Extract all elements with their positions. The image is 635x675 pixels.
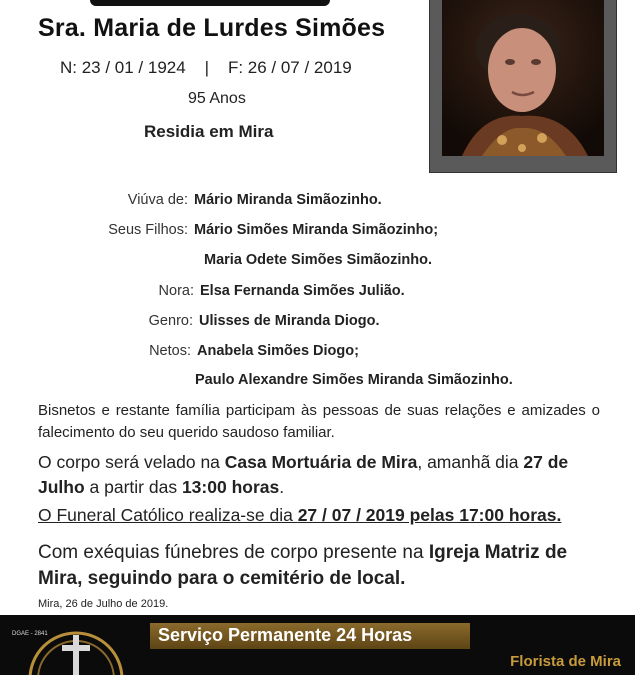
family-value: Mário Miranda Simãozinho. — [194, 192, 382, 208]
family-label: Seus Filhos: — [108, 222, 188, 238]
wake-text-part: O corpo será velado na — [38, 452, 225, 472]
family-value: Paulo Alexandre Simões Miranda Simãozinho. — [195, 372, 513, 388]
family-value: Elsa Fernanda Simões Julião. — [200, 283, 405, 299]
footer-banner — [0, 615, 635, 675]
wake-text-part: a partir das — [84, 477, 182, 497]
top-decor-bar — [90, 0, 330, 6]
funeral-home-logo-icon — [26, 621, 126, 675]
funeral-text — [38, 505, 600, 526]
family-label: Viúva de: — [127, 192, 188, 208]
family-value: Ulisses de Miranda Diogo. — [199, 313, 380, 329]
life-dates — [60, 58, 352, 78]
date-separator: | — [204, 58, 210, 77]
signoff-date: Mira, 26 de Julho de 2019. — [38, 598, 169, 610]
wake-day: 27 de Julho — [38, 452, 569, 497]
family-label: Netos: — [149, 343, 191, 359]
exequies-place: Igreja Matriz de Mira, seguindo para o cemitério de local. — [38, 542, 568, 589]
wake-text-part: . — [279, 477, 285, 497]
florist-name: Florista de Mira — [510, 653, 621, 670]
wake-time: 13:00 horas — [181, 477, 280, 497]
family-value: Mário Simões Miranda Simãozinho; — [194, 222, 439, 238]
wake-text-part: , amanhã dia — [417, 452, 524, 472]
portrait-frame — [430, 0, 616, 172]
portrait-photo — [442, 0, 604, 156]
service-hours: Serviço Permanente 24 Horas — [158, 625, 413, 645]
death-date: F: 26 / 07 / 2019 — [227, 58, 352, 77]
family-value: Anabela Simões Diogo; — [197, 343, 359, 359]
residence: Residia em Mira — [144, 122, 274, 141]
registration-number: DGAE - 2841 — [12, 631, 48, 637]
family-label: Genro: — [148, 313, 193, 329]
exequies-text-part: Com exéquias fúnebres de corpo presente na — [38, 542, 429, 563]
funeral-datetime: 27 / 07 / 2019 pelas 17:00 horas. — [297, 505, 562, 525]
age: 95 Anos — [188, 90, 246, 107]
exequies-text — [38, 540, 600, 592]
funeral-text-part: O Funeral Católico realiza-se dia — [38, 505, 298, 525]
family-label: Nora: — [158, 283, 194, 299]
announcement-text: Bisnetos e restante família participam às pessoas de suas relações e amizades o falecimento do seu querido saudoso familiar. — [38, 402, 600, 441]
birth-date: N: 23 / 01 / 1924 — [60, 58, 186, 77]
wake-place: Casa Mortuária de Mira — [224, 452, 418, 472]
deceased-name: Sra. Maria de Lurdes Simões — [38, 14, 386, 42]
wake-text — [38, 450, 600, 500]
family-value: Maria Odete Simões Simãozinho. — [204, 252, 433, 268]
